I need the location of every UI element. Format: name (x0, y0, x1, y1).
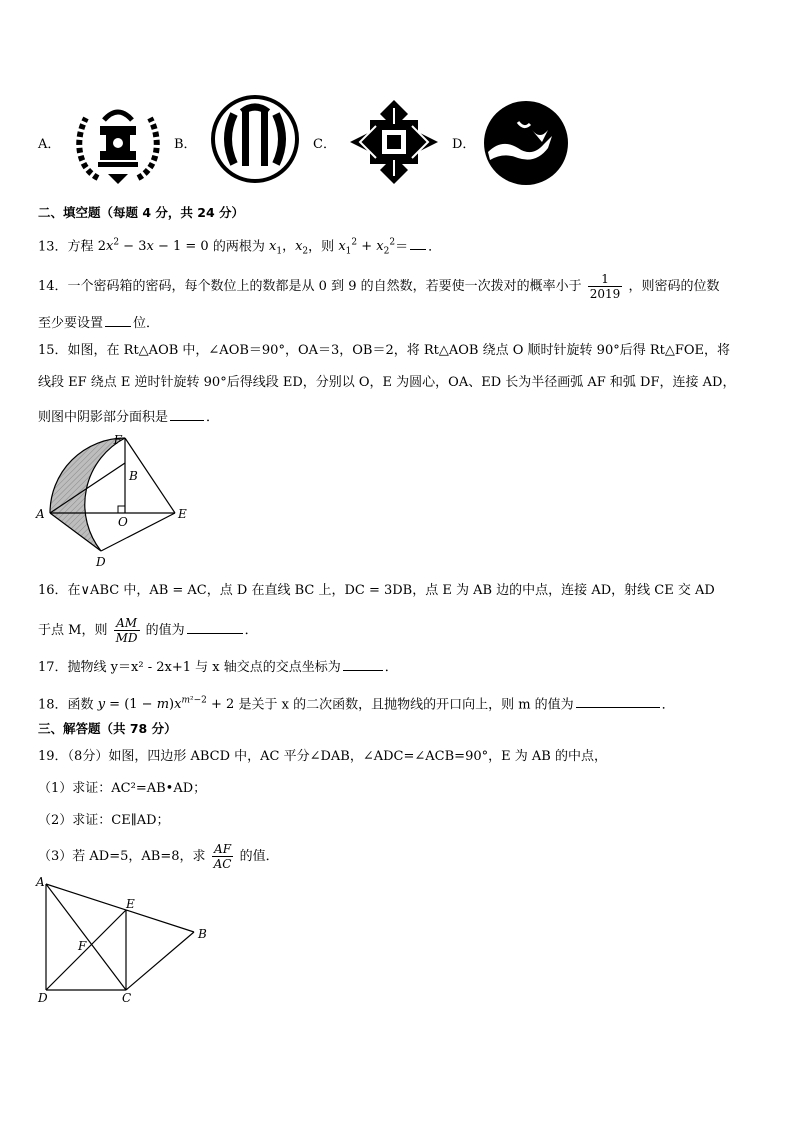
q14-line1-suffix: ，则密码的位数 (628, 279, 720, 294)
question-15-line2: 线段 EF 绕点 E 逆时针旋转 90°后得线段 ED，分别以 O，E 为圆心，OA、ED 长为半径画弧 AF 和弧 DF，连接 AD， (38, 375, 736, 390)
option-d-label: D． (452, 137, 476, 152)
q13-answer-blank (410, 235, 426, 250)
q15-label-e: E (178, 507, 187, 521)
q16-line2-prefix: 于点 M，则 (38, 623, 108, 638)
q19-label-a: A (36, 875, 45, 889)
q15-line3-suffix: ． (206, 410, 220, 425)
question-19-part3 (38, 842, 279, 871)
q15-label-o: O (118, 515, 128, 529)
question-17 (38, 656, 398, 677)
q15-label-f: F (113, 433, 122, 447)
q13-equation: $2x^2 - 3x - 1 = 0$ (97, 238, 209, 255)
q13-prefix: 13．方程 (38, 239, 94, 255)
q14-frac-den: 2019 (589, 287, 621, 301)
q13-roots: $x_1$，$x_2$ (268, 239, 309, 257)
q19-figure (30, 872, 220, 1012)
q14-frac-num: 1 (601, 272, 609, 286)
q18-suffix: ． (661, 697, 675, 713)
q15-label-b: B (129, 469, 138, 483)
question-15-line3 (38, 406, 219, 427)
q19-fraction (212, 842, 234, 871)
question-19-part2: （2）求证：CE∥AD； (38, 813, 170, 828)
section-2-title: 二、填空题（每题 4 分，共 24 分） (38, 205, 245, 220)
question-16-line2: 于点 M，则 $\frac{AM}{MD}$ 的值为 ． (38, 616, 258, 645)
q19-label-c: C (122, 991, 132, 1005)
q15-shaded-region (50, 438, 125, 551)
q13-mid2: ，则 (308, 239, 335, 255)
option-a-label: A． (38, 137, 61, 152)
q14-line2-prefix: 至少要设置 (38, 316, 104, 331)
q16-line2-suffix: 的值为 (145, 623, 185, 638)
q14-line2-suffix: 位． (133, 316, 160, 331)
emblem-d-icon (482, 100, 570, 186)
q15-label-a: A (36, 507, 45, 521)
question-13: 13．方程 $2x^2 - 3x - 1 = 0$ 的两根为 $x_1$，$x_2$，则 $x_1^2 + x_2^2=$ ． (38, 234, 441, 261)
q15-line3-prefix: 则图中阴影部分面积是 (38, 410, 169, 425)
q19-label-b: B (198, 927, 207, 941)
question-15-line1: 15．如图，在 Rt△AOB 中，∠AOB＝90°，OA＝3，OB＝2，将 Rt△AOB 绕点 O 顺时针旋转 90°后得 Rt△FOE，将 (38, 343, 731, 358)
section-3-title: 三、解答题（共 78 分） (38, 721, 177, 736)
question-14-line2 (38, 312, 159, 333)
q19-label-e: E (126, 897, 135, 911)
emblem-b-icon (208, 94, 302, 184)
q18-function: $y = (1 - m)x^{m^2-2} + 2$ (97, 696, 235, 713)
q14-fraction (588, 272, 623, 301)
emblem-c-icon (346, 96, 442, 186)
q19-part3-prefix: （3）若 AD=5，AB=8，求 (38, 849, 206, 864)
q15-label-d: D (96, 555, 106, 569)
q14-answer-blank (105, 312, 131, 327)
emblem-a-icon (70, 100, 166, 186)
q13-expression: $x_1^2 + x_2^2$ (338, 238, 396, 257)
option-c-label: C． (313, 137, 336, 152)
q16-frac-num: AM (116, 616, 138, 630)
q19-part3-suffix: 的值． (239, 849, 279, 864)
q15-figure (30, 428, 200, 578)
q15-answer-blank (170, 406, 204, 421)
q13-mid: 的两根为 (212, 239, 265, 255)
question-16-line1: 16．在∨ABC 中，AB = AC，点 D 在直线 BC 上，DC = 3DB，点 E 为 AB 边的中点，连接 AD，射线 CE 交 AD (38, 583, 715, 598)
question-18 (38, 692, 675, 714)
q18-answer-blank (576, 693, 660, 708)
option-b-label: B． (174, 137, 197, 152)
q19-frac-den: AC (213, 857, 232, 871)
q17-prefix: 17．抛物线 y＝x² - 2x+1 与 x 轴交点的交点坐标为 (38, 660, 341, 675)
q16-answer-blank (187, 619, 243, 634)
q14-line1-prefix: 14．一个密码箱的密码，每个数位上的数都是从 0 到 9 的自然数，若要使一次拨对的概率小于 (38, 279, 582, 294)
q16-frac-den: MD (115, 631, 138, 645)
q13-suffix: ＝ (395, 239, 409, 255)
q17-answer-blank (343, 656, 383, 671)
q18-prefix: 18．函数 (38, 697, 94, 713)
q17-suffix: ． (384, 660, 398, 675)
question-14 (38, 272, 719, 301)
q19-label-d: D (38, 991, 48, 1005)
q19-frac-num: AF (214, 842, 232, 856)
q18-mid: 是关于 x 的二次函数，且抛物线的开口向上，则 m 的值为 (238, 697, 574, 713)
q19-label-f: F (78, 939, 87, 953)
question-19-part1: （1）求证：AC²=AB•AD； (38, 781, 207, 796)
question-19-line1: 19．（8分）如图，四边形 ABCD 中，AC 平分∠DAB，∠ADC=∠ACB=90°，E 为 AB 的中点， (38, 749, 607, 764)
q16-fraction (114, 616, 140, 645)
